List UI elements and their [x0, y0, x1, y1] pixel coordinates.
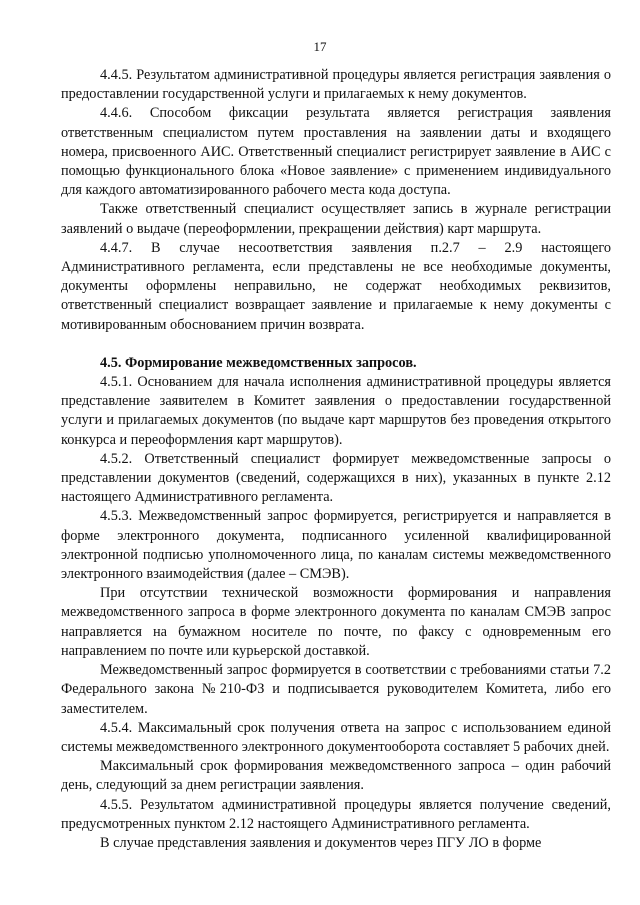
- paragraph-4-5-1: 4.5.1. Основанием для начала исполнения административной процедуры является представление заявителем в Комитет заявления о предоставлении государственной услуги и прилагаемых документов (по выдаче карт маршрутов без проведения открытого конкурса и переоформления карт маршрутов).: [61, 374, 611, 448]
- paragraph-4-4-5: 4.4.5. Результатом административной процедуры является регистрация заявления о предоставлении государственной услуги и прилагаемых к нему документов.: [61, 67, 611, 103]
- paragraph-4-5-2: 4.5.2. Ответственный специалист формирует межведомственные запросы о представлении документов (сведений, содержащихся в них), указанных в пункте 2.12 настоящего Административного регламента.: [61, 450, 611, 506]
- section-heading-4-5: 4.5. Формирование межведомственных запросов.: [100, 354, 417, 371]
- paragraph-4-4-7: 4.4.7. В случае несоответствия заявления п.2.7 – 2.9 настоящего Административного регламента, если представлены не все необходимые документы, документы оформлены неправильно, не содержат необходимых реквизитов, ответственный специалист возвращает заявление и прилагаемые к нему документы с мотивированным обоснованием причин возврата.: [61, 239, 611, 333]
- paragraph-request-requirements: Межведомственный запрос формируется в соответствии с требованиями статьи 7.2 Федерального закона №210-ФЗ и подписывается руководителем Комитета, либо его заместителем.: [61, 662, 611, 717]
- page-number: 17: [313, 39, 327, 54]
- paragraph-journal-record: Также ответственный специалист осуществляет запись в журнале регистрации заявлений о выдаче (переоформлении, прекращении действия) карт маршрута.: [61, 201, 611, 237]
- paragraph-4-4-6: 4.4.6. Способом фиксации результата является регистрация заявления ответственным специалистом путем проставления на заявлении даты и входящего номера, присвоенного АИС. Ответственный специалист регистрирует заявление в АИС с помощью функционального блока «Новое заявление» с применением индивидуального для каждого автоматизированного рабочего места кода доступа.: [61, 105, 611, 199]
- paragraph-4-5-3: 4.5.3. Межведомственный запрос формируется, регистрируется и направляется в форме электронного документа, подписанного усиленной квалифицированной электронной подписью уполномоченного лица, по каналам системы межведомственного электронного взаимодействия (далее – СМЭВ).: [61, 508, 611, 583]
- paragraph-4-5-5: 4.5.5. Результатом административной процедуры является получение сведений, предусмотренных пунктом 2.12 настоящего Административного регламента.: [61, 796, 611, 832]
- paragraph-no-technical-capability: При отсутствии технической возможности формирования и направления межведомственного запроса в форме электронного документа по каналам СМЭВ запрос направляется на бумажном носителе по почте, по факсу с одновременным его направлением по почте или курьерской доставкой.: [61, 585, 611, 659]
- paragraph-pgu-lo: В случае представления заявления и документов через ПГУ ЛО в форме: [100, 834, 542, 851]
- document-body: [61, 66, 611, 853]
- paragraph-max-formation-term: Максимальный срок формирования межведомственного запроса – один рабочий день, следующий за днем регистрации заявления.: [61, 758, 611, 794]
- paragraph-4-5-4: 4.5.4. Максимальный срок получения ответа на запрос с использованием единой системы межведомственного электронного документооборота составляет 5 рабочих дней.: [61, 719, 611, 755]
